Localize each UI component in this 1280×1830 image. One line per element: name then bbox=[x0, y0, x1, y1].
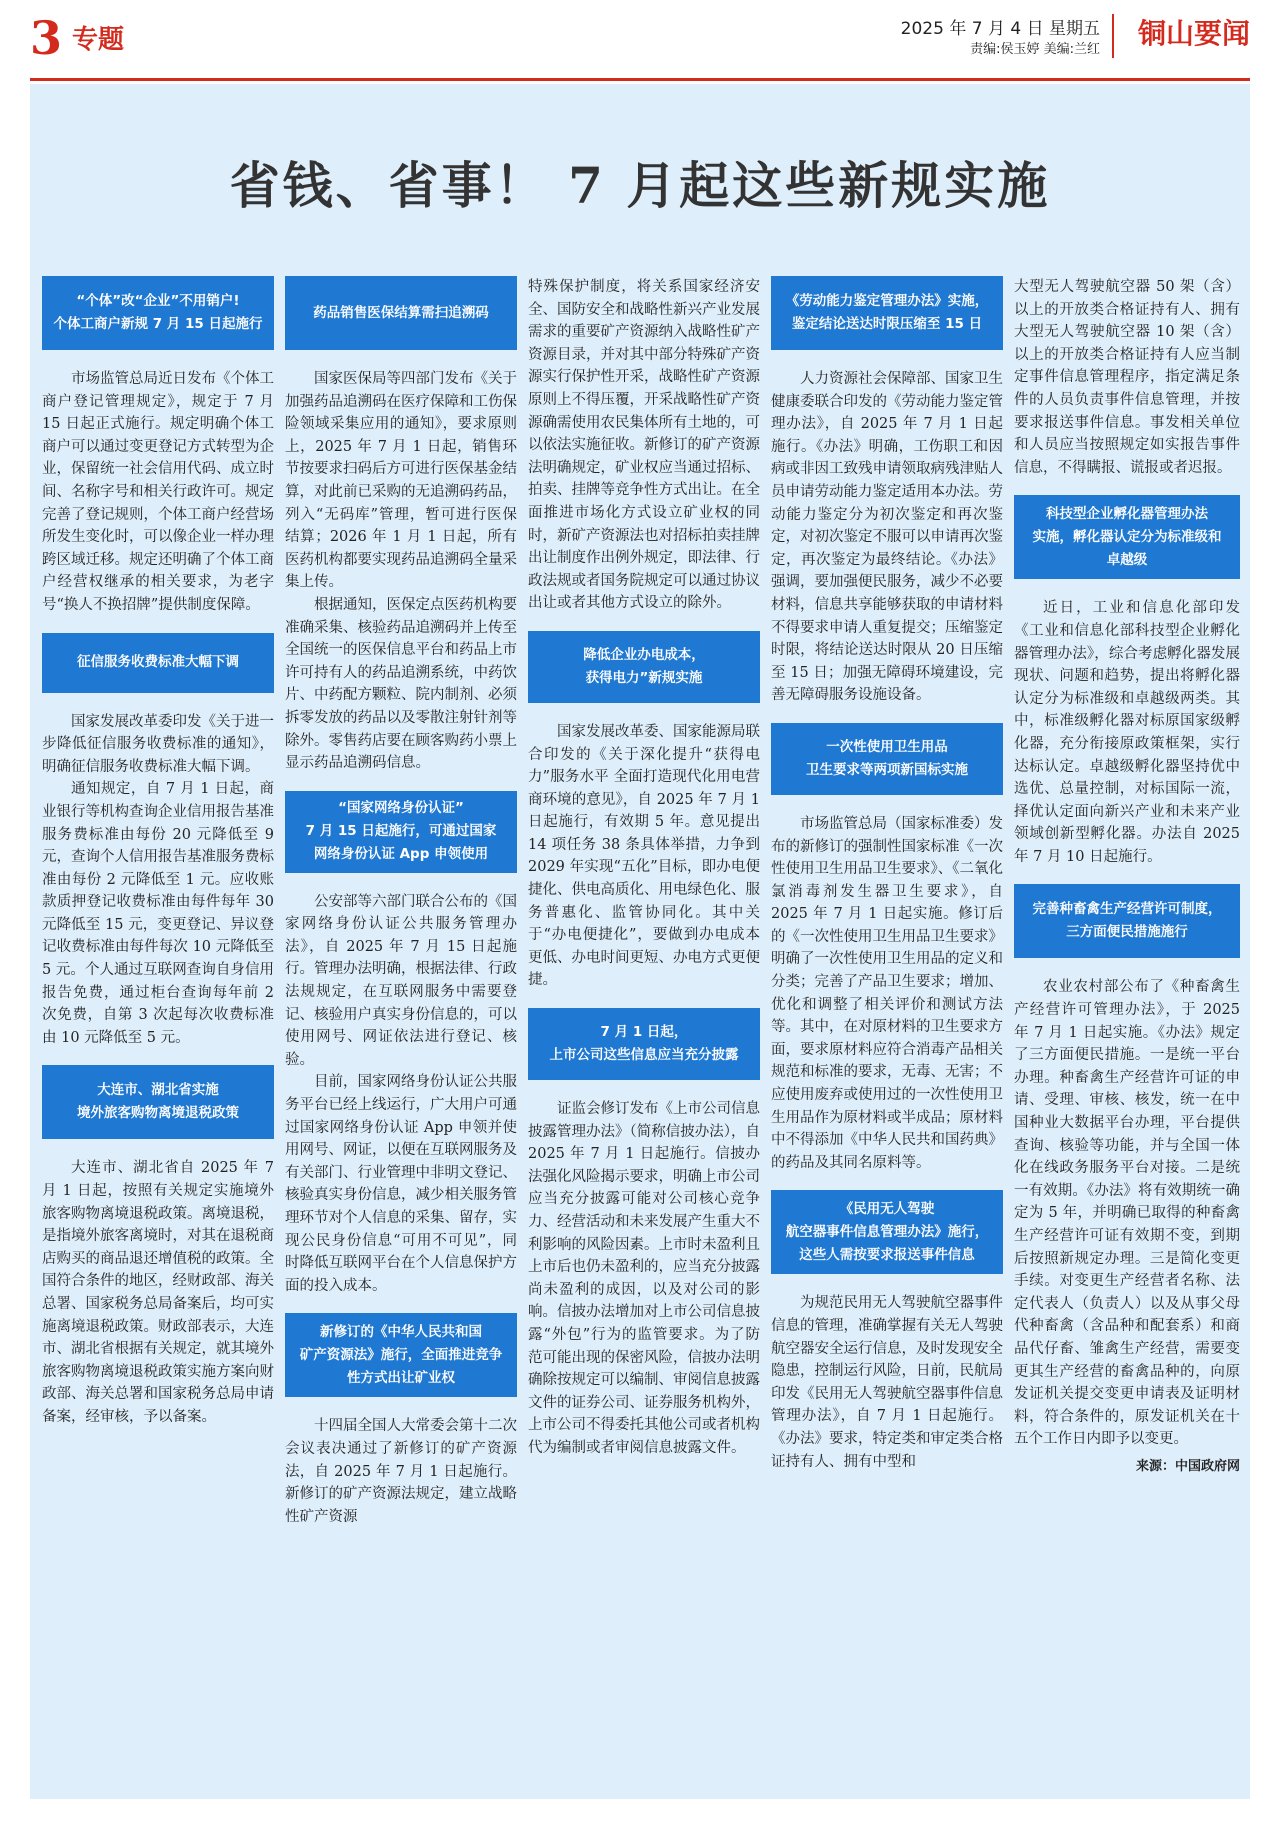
subhead-line: “个体”改“企业”不用销户! bbox=[76, 293, 240, 309]
article-paragraph: 大型无人驾驶航空器 50 架（含）以上的开放类合格证持有人、拥有大型无人驾驶航空器 10 架（含）以上的开放类合格证持有人应当制定事件信息管理程序，指定满足条件的人员负责事件信息管理，并按要求报送事件信息。事发相关单位和人员应当按照规定如实报告事件信息，不得瞒报、谎报或者迟报。 bbox=[1014, 279, 1240, 476]
subhead-line: 《劳动能力鉴定管理办法》实施， bbox=[785, 293, 989, 309]
column-5 bbox=[1014, 276, 1240, 1776]
column-2 bbox=[285, 276, 517, 1776]
subhead-box bbox=[1014, 495, 1240, 579]
article-paragraph: 国家医保局等四部门发布《关于加强药品追溯码在医疗保障和工伤保险领域采集应用的通知》，要求原则上，2025 年 7 月 1 日起，销售环节按要求扫码后方可进行医保基金结算，对此前已采购的无追溯码药品，列入“无码库”管理，暂可进行医保结算；2026 年 1 月 1 日起，所有医药机构都要实现药品追溯码全量采集上传。 bbox=[285, 371, 517, 591]
article-paragraph: 特殊保护制度，将关系国家经济安全、国防安全和战略性新兴产业发展需求的重要矿产资源纳入战略性矿产资源目录，并对其中部分特殊矿产资源实行保护性开采，战略性矿产资源原则上不得压覆，开采战略性矿产资源确需使用农民集体所有土地的，可以依法实施征收。新修订的矿产资源法明确规定，矿业权应当通过招标、拍卖、挂牌等竞争性方式出让。在全面推进市场化方式设立矿业权的同时，新矿产资源法也对招标拍卖挂牌出让制度作出例外规定，即法律、行政法规或者国务院规定可以通过协议出让或者其他方式设立的除外。 bbox=[528, 279, 760, 612]
header-divider bbox=[1112, 14, 1114, 58]
subhead-line: 征信服务收费标准大幅下调 bbox=[77, 654, 239, 671]
article-paragraph: 为规范民用无人驾驶航空器事件信息的管理，准确掌握有关无人驾驶航空器安全运行信息，及时发现安全隐患，控制运行风险，日前，民航局印发《民用无人驾驶航空器事件信息管理办法》，自 7 月 1 日起施行。《办法》要求，特定类和审定类合格证持有人、拥有中型和 bbox=[771, 1295, 1003, 1470]
subhead-box bbox=[528, 631, 760, 703]
subhead-line: “国家网络身份认证” bbox=[338, 800, 464, 817]
header-rule bbox=[30, 78, 1250, 81]
article-paragraph: 国家发展改革委印发《关于进一步降低征信服务收费标准的通知》，明确征信服务收费标准大幅下调。 bbox=[42, 713, 274, 775]
subhead-box bbox=[42, 633, 274, 693]
article-paragraph: 人力资源社会保障部、国家卫生健康委联合印发的《劳动能力鉴定管理办法》，自 2025 年 7 月 1 日起施行。《办法》明确，工伤职工和因病或非因工致残申请领取病残津贴人员申请劳动能力鉴定适用本办法。劳动能力鉴定分为初次鉴定和再次鉴定，对初次鉴定不服可以申请再次鉴定，再次鉴定为最终结论。《办法》强调，要加强便民服务，减少不必要材料，信息共享能够获取的申请材料不得要求申请人重复提交；压缩鉴定时限，将结论送达时限从 20 日压缩至 15 日；加强无障碍环境建设，完善无障碍服务设施设备。 bbox=[771, 371, 1003, 704]
article-paragraph: 近日，工业和信息化部印发《工业和信息化部科技型企业孵化器管理办法》，综合考虑孵化器发展现状、问题和趋势，提出将孵化器认定分为标准级和卓越级两类。其中，标准级孵化器对标原国家级孵化器，充分衔接原政策框架，实行达标认定。卓越级孵化器坚持优中选优、总量控制，对标国际一流，择优认定面向新兴产业和未来产业领域创新型孵化器。办法自 2025 年 7 月 10 日起施行。 bbox=[1014, 600, 1240, 865]
subhead-line: 7 月 1 日起， bbox=[600, 1024, 688, 1041]
subhead-line: 上市公司这些信息应当充分披露 bbox=[549, 1047, 739, 1064]
subhead-box bbox=[771, 276, 1003, 350]
subhead-line: 卓越级 bbox=[1106, 551, 1148, 568]
subhead-line: 完善种畜禽生产经营许可制度， bbox=[1032, 901, 1222, 918]
subhead-line: 一次性使用卫生用品 bbox=[826, 738, 948, 755]
subhead-box bbox=[771, 723, 1003, 795]
article-paragraph: 市场监管总局（国家标准委）发布的新修订的强制性国家标准《一次性使用卫生用品卫生要求》、《二氧化氯消毒剂发生器卫生要求》，自 2025 年 7 月 1 日起实施。修订后的《一次性使用卫生用品卫生要求》明确了一次性使用卫生用品的定义和分类；完善了产品卫生要求；增加、优化和调整了相关评价和测试方法等。其中，在对原材料的卫生要求方面，要求原材料应符合消毒产品相关规范和标准的要求，无毒、无害；不应使用废弃或使用过的一次性使用卫生用品作为原材料或半成品；原材料中不得添加《中华人民共和国药典》的药品及其同名原料等。 bbox=[771, 815, 1003, 1171]
article-paragraph: 通知规定，自 7 月 1 日起，商业银行等机构查询企业信用报告基准服务费标准由每份 20 元降低至 9 元，查询个人信用报告基准服务费标准由每份 2 元降低至 1 元。应收账款质押登记收费标准由每件每年 30 元降低至 15 元，变更登记、异议登记收费标准由每件每次 10 元降低至 5 元。个人通过互联网查询自身信用报告免费，通过柜台查询每年前 2 次免费，自第 3 次起每次收费标准由 10 元降低至 5 元。 bbox=[42, 781, 274, 1046]
subhead-box bbox=[285, 1313, 517, 1397]
subhead-line: 大连市、湖北省实施 bbox=[97, 1082, 219, 1099]
subhead-line: 性方式出让矿业权 bbox=[347, 1369, 455, 1386]
column-3 bbox=[528, 276, 760, 1776]
article-paragraph: 根据通知，医保定点医药机构要准确采集、核验药品追溯码并上传至全国统一的医保信息平台和药品上市许可持有人的药品追溯系统，中药饮片、中药配方颗粒、院内制剂、必须拆零发放的药品以及零散注射针剂等除外。零售药店要在顾客购药小票上显示药品追溯码信息。 bbox=[285, 596, 517, 772]
subhead-line: 网络身份认证 App 申领使用 bbox=[313, 846, 489, 863]
article-paragraph: 十四届全国人大常委会第十二次会议表决通过了新修订的矿产资源法，自 2025 年 7 月 1 日起施行。新修订的矿产资源法规定，建立战略性矿产资源 bbox=[285, 1418, 517, 1525]
article-paragraph: 目前，国家网络身份认证公共服务平台已经上线运行，广大用户可通过国家网络身份认证 App 申领并使用网号、网证，以便在互联网服务及有关部门、行业管理中非明文登记、核验真实身份信息，减少相关服务管理环节对个人信息的采集、留存，实现公民身份信息“可用不可见”，同时降低互联网平台在个人信息保护方面的投入成本。 bbox=[285, 1074, 517, 1294]
page-header bbox=[30, 8, 1250, 88]
subhead-line: 降低企业办电成本， bbox=[583, 646, 705, 663]
subhead-line: 三方面便民措施施行 bbox=[1066, 924, 1188, 941]
subhead-line: 《民用无人驾驶 bbox=[839, 1200, 935, 1217]
source-credit: 来源：中国政府网 bbox=[1135, 1458, 1240, 1474]
paper-name: 铜山要闻 bbox=[1137, 17, 1250, 50]
subhead-line: 7 月 15 日起施行，可通过国家 bbox=[305, 823, 497, 840]
editors-credit: 责编:侯玉婷 美编:兰红 bbox=[970, 42, 1100, 57]
subhead-line: 新修订的《中华人民共和国 bbox=[320, 1323, 482, 1340]
subhead-line: 航空器事件信息管理办法》施行， bbox=[785, 1223, 989, 1240]
subhead-line: 个体工商户新规 7 月 15 日起施行 bbox=[53, 316, 263, 332]
subhead-line: 境外旅客购物离境退税政策 bbox=[77, 1105, 239, 1122]
subhead-line: 鉴定结论送达时限压缩至 15 日 bbox=[791, 316, 983, 332]
issue-date: 2025 年 7 月 4 日 星期五 bbox=[900, 19, 1100, 39]
subhead-box bbox=[42, 1065, 274, 1139]
subhead-box bbox=[42, 276, 274, 350]
article-paragraph: 农业农村部公布了《种畜禽生产经营许可管理办法》，于 2025 年 7 月 1 日起实施。《办法》规定了三方面便民措施。一是统一平台办理。种畜禽生产经营许可证的申请、受理、审核、核发，统一在中国种业大数据平台办理，平台提供查询、核验等功能，并与全国一体化在线政务服务平台对接。二是统一有效期。《办法》将有效期统一确定为 5 年，并明确已取得的种畜禽生产经营许可证有效期不变，到期后按照新规定办理。三是简化变更手续。对变更生产经营者名称、法定代表人（负责人）以及从事父母代种畜禽（含品种和配套系）和商品代仔畜、雏禽生产经营，需要变更其生产经营的畜禽品种的，向原发证机关提交变更申请表及证明材料，符合条件的，原发证机关在十五个工作日内即予以变更。 bbox=[1014, 979, 1240, 1448]
article-paragraph: 证监会修订发布《上市公司信息披露管理办法》（简称信披办法），自 2025 年 7 月 1 日起施行。信披办法强化风险揭示要求，明确上市公司应当充分披露可能对公司核心竞争力、经营活动和未来发展产生重大不利影响的风险因素。上市时未盈利且上市后也仍未盈利的，应当充分披露尚未盈利的成因，以及对公司的影响。信披办法增加对上市公司信息披露“外包”行为的监管要求。为了防范可能出现的保密风险，信披办法明确除按规定可以编制、审阅信息披露文件的证券公司、证券服务机构外，上市公司不得委托其他公司或者机构代为编制或者审阅信息披露文件。 bbox=[528, 1101, 760, 1456]
page-headline: 省钱、省事！ 7 月起这些新规实施 bbox=[229, 156, 1051, 215]
page-number: 3 bbox=[30, 11, 63, 65]
subhead-line: 科技型企业孵化器管理办法 bbox=[1046, 505, 1208, 522]
column-1 bbox=[42, 276, 274, 1776]
subhead-box bbox=[285, 791, 517, 873]
subhead-line: 获得电力”新规实施 bbox=[585, 669, 703, 686]
article-paragraph: 市场监管总局近日发布《个体工商户登记管理规定》，规定于 7 月 15 日起正式施行。规定明确个体工商户可以通过变更登记方式转型为企业，保留统一社会信用代码、成立时间、名称字号和相关行政许可。规定完善了登记规则，个体工商户经营场所发生变化时，可以像企业一样办理跨区域迁移。规定还明确了个体工商户经营权继承的相关要求，为老字号“换人不换招牌”提供制度保障。 bbox=[42, 371, 274, 613]
article-paragraph: 公安部等六部门联合公布的《国家网络身份认证公共服务管理办法》，自 2025 年 7 月 15 日起施行。管理办法明确，根据法律、行政法规规定，在互联网服务中需要登记、核验用户真实身份信息的，可以使用网号、网证依法进行登记、核验。 bbox=[285, 893, 517, 1068]
content-panel bbox=[30, 84, 1250, 1799]
subhead-line: 卫生要求等两项新国标实施 bbox=[806, 761, 968, 778]
subhead-box bbox=[771, 1190, 1003, 1274]
subhead-line: 实施，孵化器认定分为标准级和 bbox=[1032, 528, 1222, 545]
subhead-box bbox=[528, 1008, 760, 1080]
section-name: 专题 bbox=[72, 25, 125, 55]
column-4 bbox=[771, 276, 1003, 1776]
subhead-box bbox=[285, 276, 517, 350]
subhead-box bbox=[1014, 884, 1240, 958]
subhead-line: 药品销售医保结算需扫追溯码 bbox=[313, 304, 489, 321]
subhead-line: 矿产资源法》施行，全面推进竞争 bbox=[299, 1346, 503, 1363]
article-paragraph: 国家发展改革委、国家能源局联合印发的《关于深化提升“获得电力”服务水平 全面打造现代化用电营商环境的意见》，自 2025 年 7 月 1 日起施行，有效期 5 年。意见提出 14 项任务 38 条具体举措，力争到 2029 年实现“五化”目标，即办电便捷化、供电高质化、用电绿色化、服务普惠化、监管协同化。其中关于“办电便捷化”，要做到办电成本更低、办电时间更短、办电方式更便捷。 bbox=[528, 723, 760, 989]
article-paragraph: 大连市、湖北省自 2025 年 7 月 1 日起，按照有关规定实施境外旅客购物离境退税政策。离境退税，是指境外旅客离境时，对其在退税商店购买的商品退还增值税的政策。全国符合条件的地区，经财政部、海关总署、国家税务总局备案后，均可实施离境退税政策。财政部表示，大连市、湖北省根据有关规定，就其境外旅客购物离境退税政策实施方案向财政部、海关总署和国家税务总局申请备案，经审核，予以备案。 bbox=[42, 1160, 274, 1425]
subhead-line: 这些人需按要求报送事件信息 bbox=[799, 1246, 975, 1263]
